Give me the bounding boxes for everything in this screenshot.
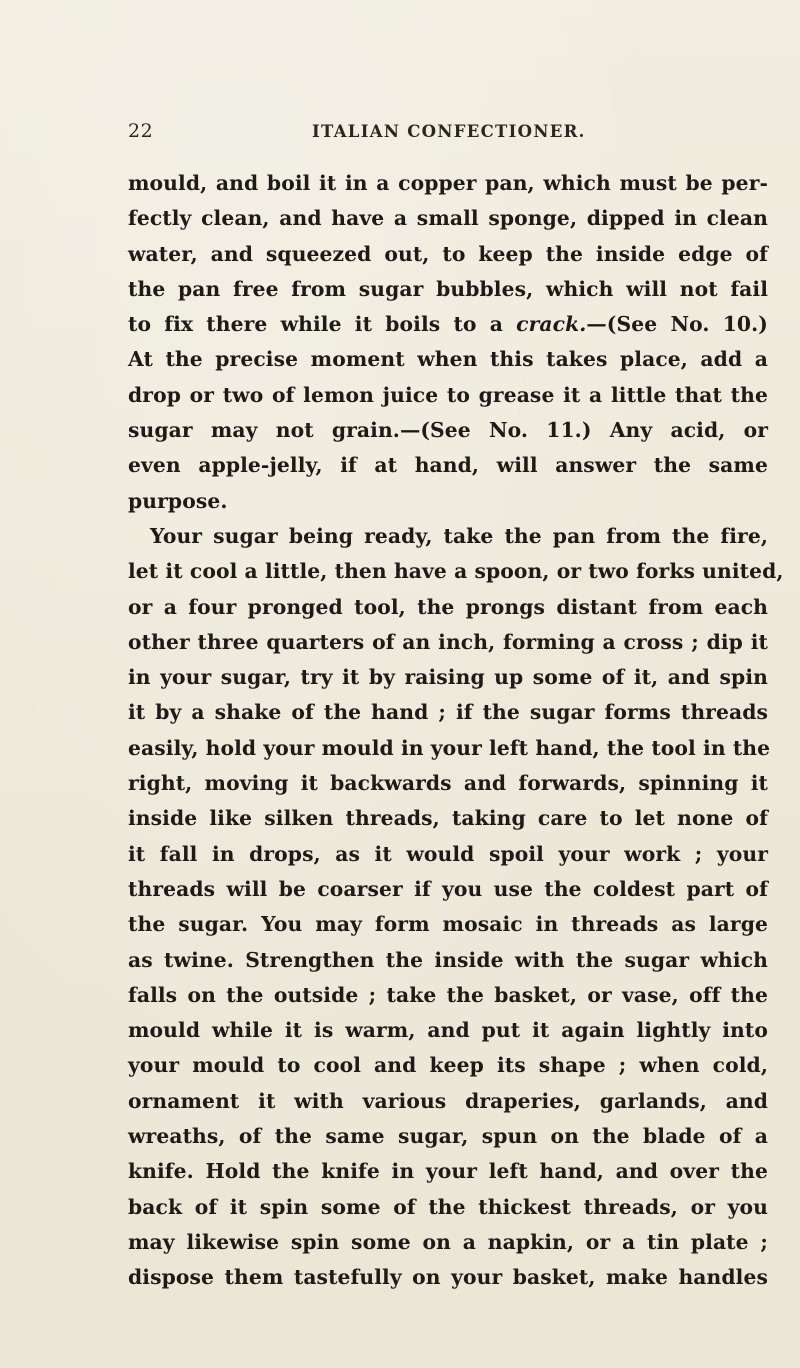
text-segment: or a four pronged tool, the prongs distant from each <box>128 594 768 619</box>
text-line <box>128 837 768 872</box>
text-segment: may likewise spin some on a napkin, or a tin plate ; <box>128 1229 768 1254</box>
text-segment: it fall in drops, as it would spoil your work ; your <box>128 841 768 866</box>
text-segment: knife. Hold the knife in your left hand, and over the <box>128 1159 768 1184</box>
text-segment: in your sugar, try it by raising up some of it, and spin <box>128 665 768 690</box>
text-segment: other three quarters of an inch, forming a cross ; dip it <box>128 629 768 654</box>
text-line <box>128 342 768 377</box>
text-segment: the sugar. You may form mosaic in threads as large <box>128 912 768 937</box>
text-segment: mould while it is warm, and put it again lightly into <box>128 1018 768 1043</box>
text-segment: fectly clean, and have a small sponge, dipped in clean <box>128 206 768 231</box>
text-line <box>128 695 768 730</box>
text-segment: threads will be coarser if you use the coldest part of <box>128 876 768 901</box>
text-segment: At the precise moment when this takes place, add a <box>128 347 768 372</box>
text-segment: purpose. <box>128 488 228 513</box>
running-head: ITALIAN CONFECTIONER. <box>312 122 586 141</box>
text-segment: —(See No. 10.) <box>586 312 768 337</box>
text-segment: wreaths, of the same sugar, spun on the blade of a <box>128 1124 768 1149</box>
text-line <box>128 731 771 766</box>
page-header <box>128 120 768 150</box>
text-line <box>128 1048 768 1083</box>
text-line <box>128 166 768 201</box>
text-segment: water, and squeezed out, to keep the inside edge of <box>128 241 768 266</box>
italic-term: crack. <box>516 312 587 337</box>
text-segment: even apple-jelly, if at hand, will answer the same <box>128 453 768 478</box>
text-line <box>128 660 768 695</box>
text-segment: back of it spin some of the thickest threads, or you <box>128 1194 768 1219</box>
text-line <box>128 1225 768 1260</box>
paragraph-start-line <box>128 519 768 554</box>
text-line <box>128 907 768 942</box>
body-text <box>128 166 784 1296</box>
text-line <box>128 766 768 801</box>
text-line <box>128 872 768 907</box>
text-line <box>128 237 768 272</box>
text-line <box>128 201 768 236</box>
page-number: 22 <box>128 120 154 142</box>
text-line <box>128 307 768 342</box>
text-line <box>128 978 768 1013</box>
text-line <box>128 1260 768 1295</box>
text-segment: to fix there while it boils to a <box>128 312 517 337</box>
text-segment: ornament it with various draperies, garlands, and <box>128 1088 768 1113</box>
text-segment: the pan free from sugar bubbles, which will not fail <box>128 276 768 301</box>
text-segment: as twine. Strengthen the inside with the sugar which <box>128 947 768 972</box>
text-line <box>128 1084 768 1119</box>
text-line <box>128 1154 768 1189</box>
text-line <box>128 272 768 307</box>
text-segment: Your sugar being ready, take the pan from the fire, <box>150 523 768 548</box>
text-line <box>128 413 768 448</box>
text-segment: mould, and boil it in a copper pan, which must be per- <box>128 171 768 195</box>
text-line <box>128 554 784 589</box>
text-line <box>128 1013 768 1048</box>
text-line <box>128 625 768 660</box>
text-line <box>128 1190 768 1225</box>
text-line <box>128 590 768 625</box>
text-line <box>128 484 768 519</box>
text-line <box>128 378 768 413</box>
text-segment: your mould to cool and keep its shape ; when cold, <box>128 1053 768 1078</box>
text-line <box>128 943 768 978</box>
text-segment: falls on the outside ; take the basket, or vase, off the <box>128 982 768 1007</box>
text-segment: let it cool a little, then have a spoon, or two forks united, <box>128 559 784 584</box>
text-segment: dispose them tastefully on your basket, make handles <box>128 1265 768 1290</box>
text-segment: easily, hold your mould in your left hand, the tool in the <box>128 735 771 760</box>
text-segment: drop or two of lemon juice to grease it a little that the <box>128 382 768 407</box>
text-segment: right, moving it backwards and forwards, spinning it <box>128 771 768 796</box>
text-segment: inside like silken threads, taking care to let none of <box>128 806 768 831</box>
text-segment: it by a shake of the hand ; if the sugar forms threads <box>128 700 768 725</box>
text-line <box>128 801 768 836</box>
text-line <box>128 448 768 483</box>
text-segment: sugar may not grain.—(See No. 11.) Any acid, or <box>128 418 768 443</box>
text-line <box>128 1119 768 1154</box>
